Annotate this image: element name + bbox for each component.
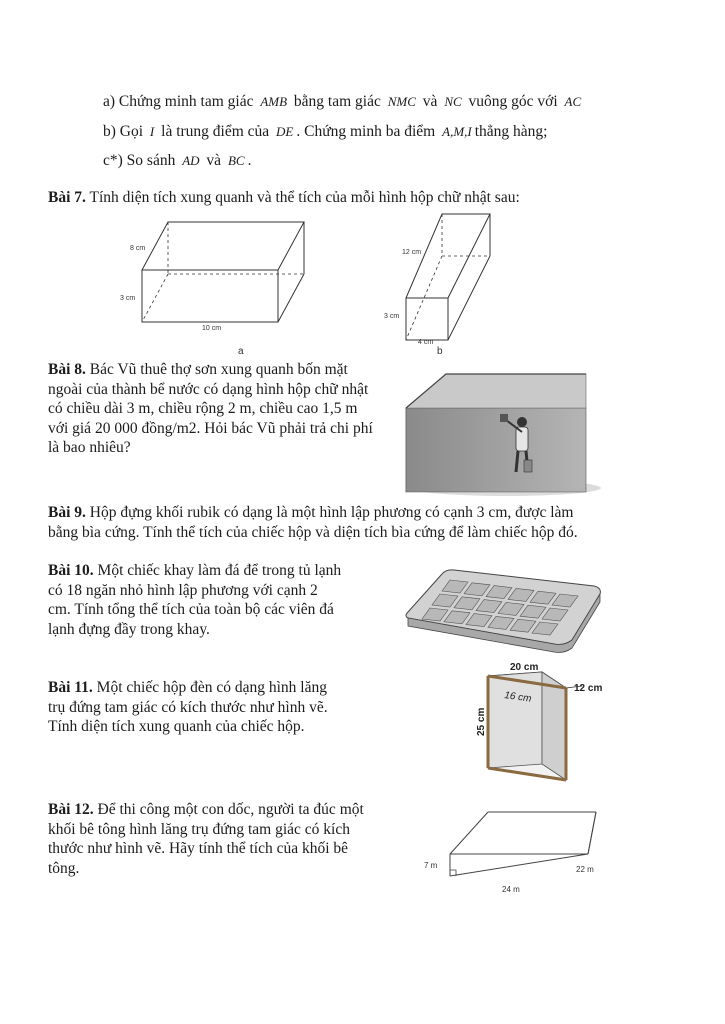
bai10-text-1: Một chiếc khay làm đá để trong tủ lạnh <box>97 562 342 579</box>
bai7-figure-b <box>380 208 520 348</box>
bai12-line-2: khối bê tông hình lăng trụ đứng tam giác có kích <box>48 820 350 838</box>
part-a-mid-2: và <box>422 93 438 110</box>
bai7-text: Tính diện tích xung quanh và thể tích của mỗi hình hộp chữ nhật sau: <box>89 189 520 206</box>
bai8-label: Bài 8. <box>48 361 86 378</box>
bai11-right-label: 12 cm <box>574 683 603 694</box>
bai10-line-1 <box>48 561 368 581</box>
bai7-b-width-label: 3 cm <box>384 313 400 320</box>
part-c-suffix: . <box>247 152 252 169</box>
bai11-height-label: 25 cm <box>476 707 487 736</box>
bai7-a-length-label: 10 cm <box>202 325 222 332</box>
bai11-lamp-box-figure <box>470 660 620 790</box>
bai10-ice-tray-illustration <box>404 566 604 656</box>
bai12-line-4: tông. <box>48 859 80 877</box>
bai12-height-label: 7 m <box>424 861 438 870</box>
bai12-length-label: 24 m <box>502 885 520 894</box>
part-c-mid-1: và <box>206 152 222 169</box>
bai7-statement <box>48 188 520 208</box>
bai7-a-caption: a <box>238 346 244 357</box>
bai12-line-3: thước như hình vẽ. Hãy tính thể tích của khối bê <box>48 840 349 857</box>
bai11-text-1: Một chiếc hộp đèn có dạng hình lăng <box>96 679 327 696</box>
part-c-term-2: BC <box>227 153 245 168</box>
bai8-statement <box>48 360 388 458</box>
bai8-line-4: với giá 20 000 đồng/m2. Hỏi bác Vũ phải trả chi phí <box>48 419 373 437</box>
part-a-term-1: AMB <box>260 94 288 109</box>
bai11-line-3: Tính diện tích xung quanh của chiếc hộp. <box>48 718 305 735</box>
bai7-b-length-label: 4 cm <box>418 339 434 346</box>
bai8-tank-illustration <box>396 370 596 500</box>
part-c-term-1: AD <box>182 153 200 168</box>
bai10-line-4: lạnh đựng đầy trong khay. <box>48 620 210 638</box>
part-b-term-3: A,M,I <box>442 124 472 139</box>
bai9-statement <box>48 503 668 542</box>
part-c-prefix: c*) So sánh <box>103 152 176 169</box>
part-c <box>103 151 251 171</box>
bai7-b-height-label: 12 cm <box>402 249 422 256</box>
part-a-prefix: a) Chứng minh tam giác <box>103 93 254 110</box>
bai10-line-2: có 18 ngăn nhỏ hình lập phương với cạnh 2 <box>48 581 318 599</box>
part-b <box>103 122 547 142</box>
bai9-line-2: bằng bìa cứng. Tính thể tích của chiếc hộp và diện tích bìa cứng để làm chiếc hộp đó. <box>48 523 578 541</box>
bai7-a-width-label: 3 cm <box>120 295 136 302</box>
bai11-line-2: trụ đứng tam giác có kích thước như hình vẽ. <box>48 698 328 716</box>
bai10-statement <box>48 561 368 639</box>
bai11-top-label: 20 cm <box>510 662 539 673</box>
part-b-mid-2: . Chứng minh ba điểm <box>296 123 436 140</box>
bai11-label: Bài 11. <box>48 679 93 696</box>
bai11-diag-label: 16 cm <box>503 690 533 705</box>
part-b-suffix: thẳng hàng; <box>474 123 548 140</box>
bai9-line-1 <box>48 503 668 523</box>
part-b-term-1: I <box>149 124 155 139</box>
bai7-a-height-label: 8 cm <box>130 245 146 252</box>
bai7-figure-a <box>120 210 320 350</box>
part-b-term-2: DE <box>276 124 294 139</box>
bai12-ramp-figure <box>420 804 620 900</box>
bai11-line-1 <box>48 678 368 698</box>
part-a-term-3: NC <box>444 94 462 109</box>
bai9-text-1: Hộp đựng khối rubik có dạng là một hình lập phương có cạnh 3 cm, được làm <box>89 504 574 521</box>
part-a-mid-1: bằng tam giác <box>293 93 381 110</box>
part-b-prefix: b) Gọi <box>103 123 144 140</box>
bai8-line-1 <box>48 360 388 380</box>
bai10-label: Bài 10. <box>48 562 94 579</box>
bai12-width-label: 22 m <box>576 865 594 874</box>
bai12-line-1 <box>48 800 378 820</box>
bai10-line-3: cm. Tính tổng thể tích của toàn bộ các viên đá <box>48 601 334 618</box>
bai12-statement <box>48 800 378 878</box>
part-a-term-4: AC <box>564 94 582 109</box>
bai7-label: Bài 7. <box>48 189 86 206</box>
bai8-line-3: có chiều dài 3 m, chiều rộng 2 m, chiều cao 1,5 m <box>48 400 358 417</box>
bai7-b-caption: b <box>437 346 443 357</box>
bai9-label: Bài 9. <box>48 504 86 521</box>
part-a <box>103 92 584 112</box>
part-b-mid-1: là trung điểm của <box>161 123 270 140</box>
bai8-text-1: Bác Vũ thuê thợ sơn xung quanh bốn mặt <box>89 361 348 378</box>
bai12-text-1: Để thi công một con dốc, người ta đúc một <box>97 801 364 818</box>
bai8-line-5: là bao nhiêu? <box>48 439 131 456</box>
bai8-line-2: ngoài của thành bể nước có dạng hình hộp chữ nhật <box>48 380 369 398</box>
part-a-term-2: NMC <box>387 94 416 109</box>
part-a-mid-3: vuông góc với <box>468 93 558 110</box>
bai12-label: Bài 12. <box>48 801 94 818</box>
bai11-statement <box>48 678 368 737</box>
